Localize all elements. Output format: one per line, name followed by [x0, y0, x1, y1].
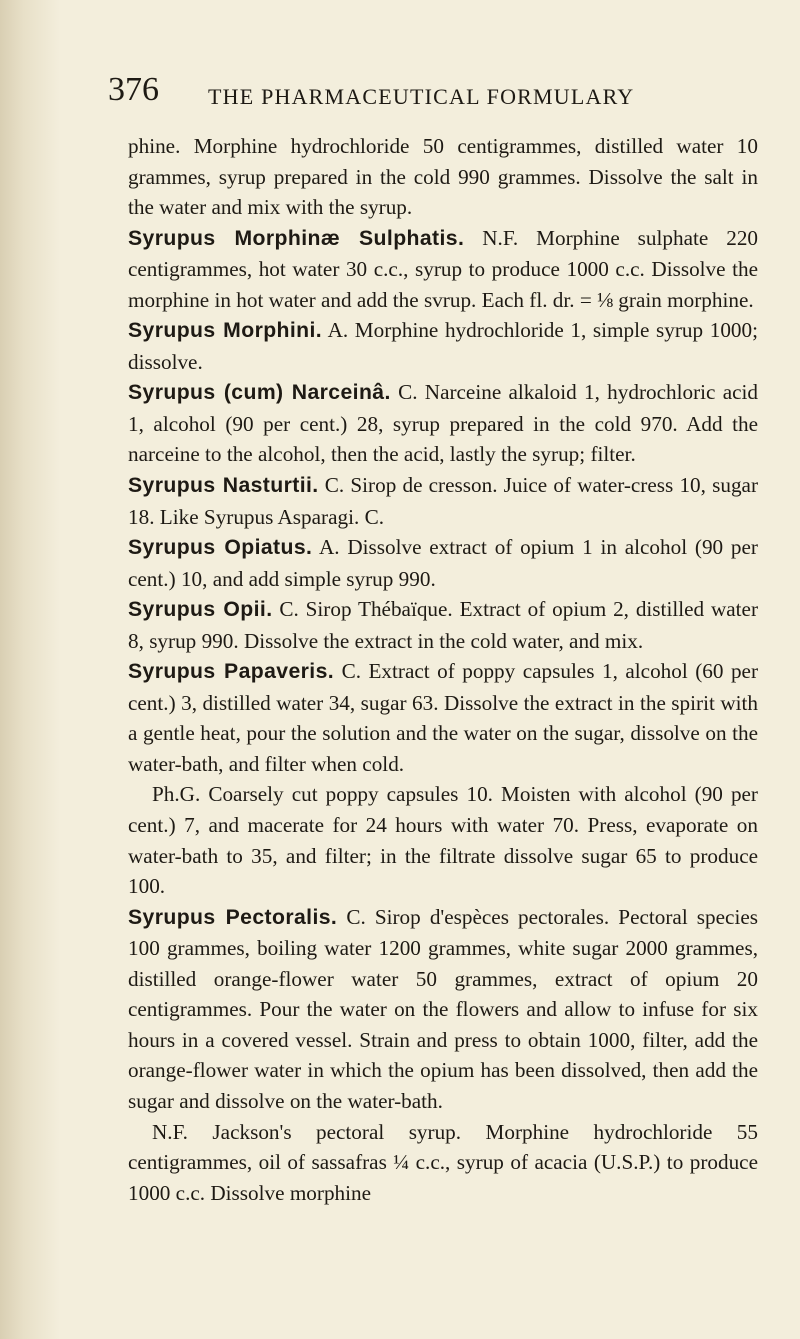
entry-syrupus-opiatus	[128, 532, 758, 594]
entry-syrupus-papaveris	[128, 656, 758, 901]
entry-title: Syrupus Nasturtii.	[128, 474, 319, 498]
entry-title: Syrupus Papaveris.	[128, 660, 335, 684]
entry-text: phine. Morphine hydrochloride 50 centigrammes, distilled water 10 grammes, syrup prepared in the cold 990 grammes. Dissolve the salt in the water and mix with the syrup.	[128, 134, 758, 220]
entry-syrupus-opii	[128, 594, 758, 656]
entry-text: C. Sirop de cresson. Juice of water-cress 10, sugar 18. Like Syrupus Asparagi. C.	[128, 473, 759, 529]
entry-title: Syrupus Morphinæ Sulphatis.	[128, 226, 465, 250]
entry-syrupus-narceina	[128, 377, 758, 470]
entry-title: Syrupus Opiatus.	[128, 536, 313, 560]
entry-syrupus-pectoralis	[128, 902, 758, 1208]
entry-subtext: Ph.G. Coarsely cut poppy capsules 10. Moisten with alcohol (90 per cent.) 7, and macerate for 24 hours with water 70. Press, evaporate on water-bath to 35, and filter; in the filtrate dissolve sugar 65 to produce 100.	[128, 782, 758, 899]
page-gutter-shadow	[0, 0, 60, 1339]
entry-title: Syrupus Pectoralis.	[128, 905, 338, 929]
entry-syrupus-morphini	[128, 315, 758, 377]
entry-syrupus-nasturtii	[128, 470, 758, 532]
entry-text: C. Sirop Thébaïque. Extract of opium 2, distilled water 8, syrup 990. Dissolve the extract in the cold water, and mix.	[128, 597, 759, 653]
page-body	[128, 131, 758, 1208]
entry-title: Syrupus Morphini.	[128, 319, 323, 343]
entry-title: Syrupus (cum) Narceinâ.	[128, 381, 391, 405]
running-title: THE PHARMACEUTICAL FORMULARY	[208, 84, 635, 109]
entry-text: A. Morphine hydrochloride 1, simple syrup 1000; dissolve.	[128, 318, 758, 374]
entry-title: Syrupus Opii.	[128, 598, 273, 622]
entry-text: A. Dissolve extract of opium 1 in alcohol (90 per cent.) 10, and add simple syrup 990.	[128, 535, 758, 591]
entry-text: C. Narceine alkaloid 1, hydrochloric acid 1, alcohol (90 per cent.) 28, syrup prepared in the cold 970. Add the narceine to the alcohol, then the acid, lastly the syrup; filter.	[128, 380, 758, 467]
entry-subtext: N.F. Jackson's pectoral syrup. Morphine hydrochloride 55 centigrammes, oil of sassafras ¼ c.c., syrup of acacia (U.S.P.) to produce 1000 c.c. Dissolve morphine	[128, 1119, 758, 1205]
entry-syrupus-morphinae-sulphatis	[128, 223, 758, 316]
entry-text: N.F. Morphine sulphate 220 centigrammes, hot water 30 c.c., syrup to produce 1000 c.c. Dissolve the morphine in hot water and add the svrup. Each fl. dr. = ⅛ grain morphine.	[128, 225, 759, 312]
page-header	[108, 70, 748, 120]
entry-text: C. Sirop d'espèces pectorales. Pectoral species 100 grammes, boiling water 1200 grammes, white sugar 2000 grammes, distilled orange-flower water 50 grammes, extract of opium 20 centigrammes. Pour the water on the flowers and allow to infuse for six hours in a covered vessel. Strain and press to obtain 1000, filter, add the orange-flower water in which the opium has been dissolved, then add the sugar and dissolve on the water-bath.	[128, 904, 758, 1113]
entry-morphine-continuation	[128, 131, 758, 223]
entry-text: C. Extract of poppy capsules 1, alcohol (60 per cent.) 3, distilled water 34, sugar 63. Dissolve the extract in the spirit with a gentle heat, pour the solution and the water on the sugar, dissolve on the water-bath, and filter when cold.	[128, 659, 759, 776]
page-number: 376	[108, 71, 159, 108]
